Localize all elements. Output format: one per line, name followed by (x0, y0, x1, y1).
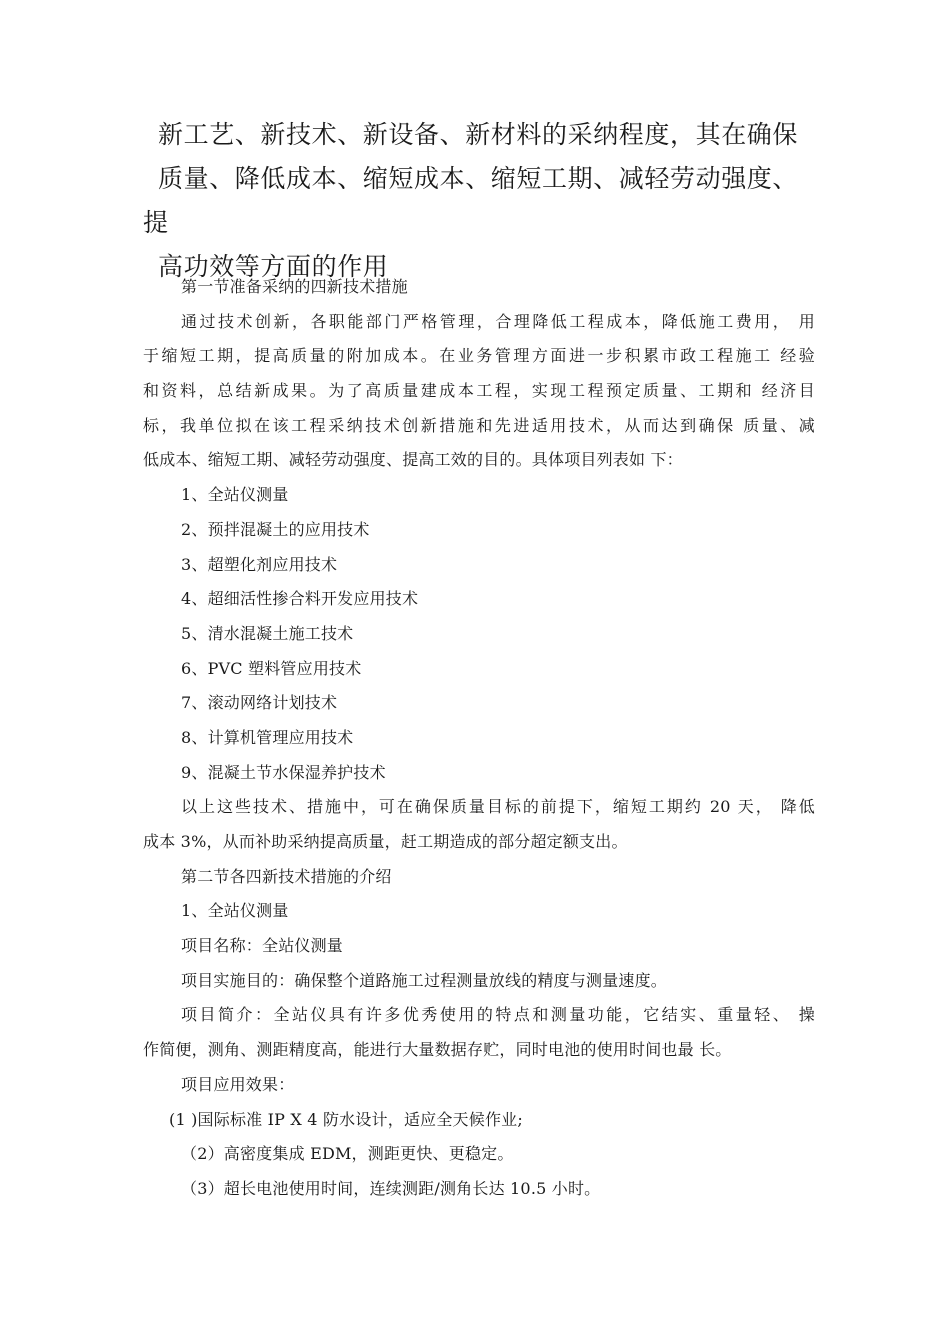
paragraph-line: 作简便，测角、测距精度高，能进行大量数据存贮，同时电池的使用时间也最 长。 (143, 1040, 732, 1060)
paragraph-line: 于缩短工期，提高质量的附加成本。在业务管理方面进一步积累市政工程施工 经验 (143, 346, 815, 366)
project-name: 项目名称：全站仪测量 (181, 936, 344, 956)
list-item: 9、混凝土节水保湿养护技术 (181, 762, 386, 782)
list-item: 6、PVC 塑料管应用技术 (181, 658, 362, 678)
list-item: 5、清水混凝土施工技术 (181, 623, 354, 643)
effect-item: (1 )国际标准 IP X 4 防水设计，适应全天候作业; (169, 1109, 523, 1129)
paragraph-line: 标，我单位拟在该工程采纳技术创新措施和先进适用技术，从而达到确保 质量、减 (143, 415, 815, 435)
paragraph-line: 项目简介：全站仪具有许多优秀使用的特点和测量功能，它结实、重量轻、 操 (181, 1005, 815, 1025)
list-item: 4、超细活性掺合料开发应用技术 (181, 589, 419, 609)
section-heading: 第一节准备采纳的四新技术措施 (181, 277, 408, 296)
list-item: 7、滚动网络计划技术 (181, 693, 338, 713)
effect-item: （3）超长电池使用时间，连续测距/测角长达 10.5 小时。 (181, 1178, 601, 1198)
list-item: 3、超塑化剂应用技术 (181, 554, 338, 574)
document-body (143, 270, 815, 1207)
paragraph-line: 通过技术创新，各职能部门严格管理，合理降低工程成本，降低施工费用， 用 (181, 311, 815, 331)
list-item: 2、预拌混凝土的应用技术 (181, 519, 370, 539)
title-line: 质量、降低成本、缩短成本、缩短工期、减轻劳动强度、提 (143, 164, 799, 237)
document-title (143, 113, 815, 289)
effect-item: （2）高密度集成 EDM，测距更快、更稳定。 (181, 1144, 514, 1164)
list-item: 1、全站仪测量 (181, 485, 289, 505)
section-heading: 第二节各四新技术措施的介绍 (181, 866, 392, 886)
title-line: 高功效等方面的作用 (158, 252, 389, 281)
project-goal: 项目实施目的：确保整个道路施工过程测量放线的精度与测量速度。 (181, 970, 668, 990)
paragraph-line: 以上这些技术、措施中，可在确保质量目标的前提下，缩短工期约 20 天， 降低 (181, 797, 815, 817)
effects-label: 项目应用效果： (181, 1074, 295, 1094)
title-line: 新工艺、新技术、新设备、新材料的采纳程度，其在确保 (158, 120, 799, 149)
paragraph-line: 和资料，总结新成果。为了高质量建成本工程，实现工程预定质量、工期和 经济目 (143, 381, 815, 401)
list-item: 8、计算机管理应用技术 (181, 727, 354, 747)
paragraph-line: 成本 3%，从而补助采纳提高质量，赶工期造成的部分超定额支出。 (143, 832, 628, 851)
paragraph-line: 低成本、缩短工期、减轻劳动强度、提高工效的目的。具体项目列表如 下： (143, 450, 683, 470)
sub-heading: 1、全站仪测量 (181, 901, 289, 921)
